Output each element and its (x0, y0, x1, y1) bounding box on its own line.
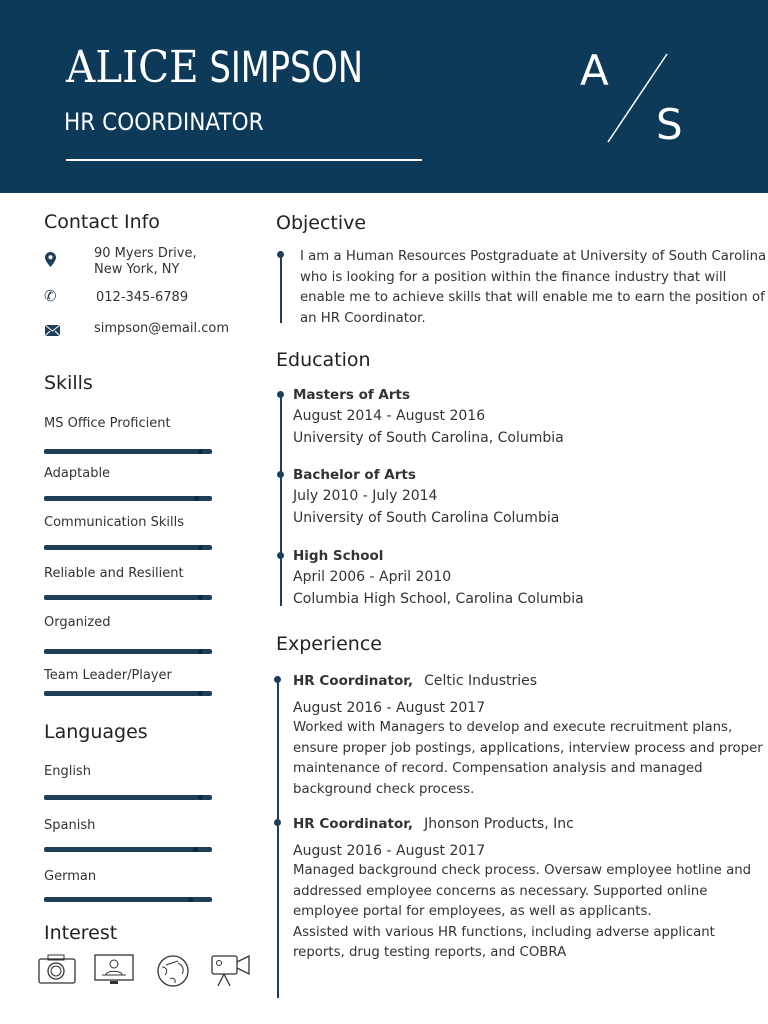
skill-level-bar (44, 496, 212, 501)
address-line-2: New York, NY (94, 262, 180, 277)
location-pin-icon (45, 252, 56, 267)
objective-text (300, 247, 766, 329)
school: Columbia High School, Carolina Columbia (293, 591, 584, 607)
skills-heading: Skills (44, 372, 93, 394)
objective-timeline-dot (277, 251, 284, 258)
language-label: German (44, 869, 97, 884)
degree: Masters of Arts (293, 387, 411, 403)
interest-heading: Interest (44, 922, 118, 944)
skill-level-bar (44, 449, 212, 454)
education-dates: July 2010 - July 2014 (293, 488, 438, 504)
job-title: HR Coordinator, (293, 673, 414, 689)
contact-heading: Contact Info (44, 211, 160, 233)
skill-level-marker (198, 449, 203, 454)
job-title: HR COORDINATOR (64, 108, 264, 136)
company: Jhonson Products, Inc (424, 816, 574, 832)
skill-label: Team Leader/Player (44, 668, 172, 683)
skill-label: Communication Skills (44, 515, 184, 530)
address (94, 246, 197, 278)
education-timeline (280, 392, 282, 606)
experience-dates: August 2016 - August 2017 (293, 842, 486, 859)
degree: High School (293, 548, 384, 564)
skill-level-bar (44, 691, 212, 696)
language-level-bar (44, 847, 212, 852)
language-label: English (44, 764, 91, 779)
education-timeline-dot (277, 471, 284, 478)
experience-description-line: employee portal for employees, as well as applicants. (293, 904, 652, 919)
language-level-marker (193, 847, 198, 852)
objective-timeline (280, 251, 282, 323)
experience-description-line: addressed employee concerns as necessary. Supported online (293, 883, 708, 899)
objective-line: an HR Coordinator. (300, 310, 426, 326)
email-icon (45, 325, 60, 336)
first-name: ALICE (66, 42, 199, 93)
skill-level-marker (194, 496, 199, 501)
experience-description-line: Managed background check process. Oversaw employee hotline and (293, 863, 752, 878)
computer-user-icon (94, 954, 134, 986)
experience-description-line: Assisted with various HR functions, including adverse applicant (293, 924, 715, 940)
skill-level-bar (44, 545, 212, 550)
experience-description-line: maintenance of record. Compensation analysis and managed (293, 761, 703, 776)
skill-label: Organized (44, 615, 111, 630)
education-heading: Education (276, 349, 371, 371)
objective-line: who is looking for a position within the finance industry that will (300, 269, 727, 285)
school: University of South Carolina Columbia (293, 510, 560, 526)
job-title: HR Coordinator, (293, 816, 414, 832)
objective-line: I am a Human Resources Postgraduate at University of South Carolina (300, 249, 767, 264)
education-dates: April 2006 - April 2010 (293, 569, 452, 585)
initial-last: S (656, 100, 683, 149)
language-level-bar (44, 795, 212, 800)
languages-heading: Languages (44, 721, 148, 743)
skill-level-marker (198, 545, 203, 550)
skill-label: MS Office Proficient (44, 416, 171, 431)
degree: Bachelor of Arts (293, 467, 416, 483)
email: simpson@email.com (94, 321, 230, 336)
education-item (293, 548, 584, 610)
skill-level-marker (198, 691, 203, 696)
experience-description-line: reports, drug testing reports, and COBRA (293, 945, 567, 960)
company: Celtic Industries (424, 673, 538, 689)
language-level-marker (188, 897, 193, 902)
experience-item (293, 670, 763, 800)
objective-line: enable me to achieve skills that will enable me to earn the position of (300, 290, 765, 305)
skill-level-bar (44, 595, 212, 600)
experience-item (293, 813, 751, 964)
language-level-marker (198, 795, 203, 800)
initial-first: A (580, 46, 609, 95)
skill-label: Reliable and Resilient (44, 566, 184, 581)
education-item (293, 387, 564, 449)
skill-level-marker (198, 595, 203, 600)
skill-label: Adaptable (44, 466, 111, 481)
address-line-1: 90 Myers Drive, (94, 246, 197, 261)
header-banner (0, 0, 768, 193)
education-dates: August 2014 - August 2016 (293, 408, 486, 424)
phone: 012-345-6789 (96, 290, 189, 305)
objective-heading: Objective (276, 212, 367, 234)
last-name: SIMPSON (209, 43, 364, 93)
video-camera-icon (211, 955, 251, 987)
header-divider (66, 159, 422, 161)
education-timeline-dot (277, 552, 284, 559)
experience-timeline-dot (274, 819, 281, 826)
experience-heading: Experience (276, 633, 382, 655)
skill-level-bar (44, 649, 212, 654)
experience-description-line: background check process. (293, 781, 475, 797)
phone-icon: ✆ (44, 287, 57, 305)
language-level-bar (44, 897, 212, 902)
education-timeline-dot (277, 391, 284, 398)
experience-description-line: Worked with Managers to develop and execute recruitment plans, (293, 720, 733, 735)
language-label: Spanish (44, 818, 96, 833)
globe-travel-icon (156, 955, 190, 987)
experience-timeline (277, 676, 279, 998)
experience-dates: August 2016 - August 2017 (293, 699, 486, 716)
experience-description-line: ensure proper job postings, applications, interview process and proper (293, 740, 763, 756)
camera-icon (38, 954, 76, 984)
school: University of South Carolina, Columbia (293, 430, 564, 446)
skill-level-marker (198, 649, 203, 654)
name (66, 42, 390, 93)
education-item (293, 467, 559, 529)
experience-timeline-dot (274, 676, 281, 683)
